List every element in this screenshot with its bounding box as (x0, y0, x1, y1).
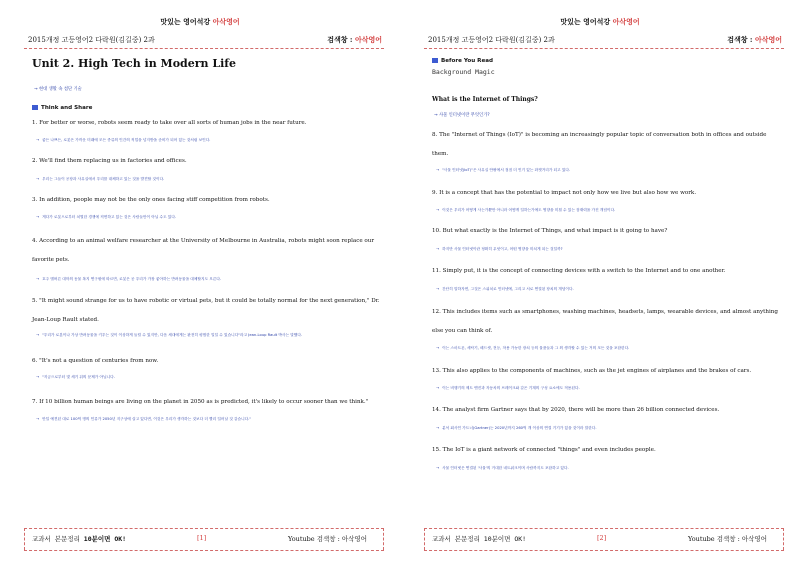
page-number: [1] (197, 534, 207, 542)
footer-border-left (24, 528, 25, 550)
unit-title: Unit 2. High Tech in Modern Life (32, 57, 237, 70)
brand-header (10, 17, 390, 27)
brand-prefix: 맛있는 영어석강 (160, 17, 211, 26)
question-tag: → 사물 인터넷이란 무엇인가? (434, 113, 490, 118)
question-heading: What is the Internet of Things? (432, 96, 538, 103)
section-subheading: Background Magic (432, 68, 495, 76)
sentence-kr: → "사물 인터넷(IoT)"은 사무실 안팎에서 점점 더 인기 있는 화젯거리가 되고 있다. (436, 168, 571, 172)
left-page (10, 0, 390, 566)
sentence-en: 8. The "Internet of Things (IoT)" is becoming an increasingly popular topic of conversation both in offices and outside them. (432, 132, 767, 157)
footer-strong: 10분이면 OK! (83, 535, 127, 543)
header-divider (24, 48, 384, 49)
search-label-text: 검색창 : (327, 35, 353, 44)
brand-prefix: 맛있는 영어석강 (560, 17, 611, 26)
sentence-kr: → 우리는 그들이 공장과 사무실에서 우리를 대체하고 있는 것을 발견할 것이다. (36, 177, 165, 181)
brand-header (410, 17, 790, 27)
footer-prefix: 교과서 본문정리 (32, 535, 84, 543)
sentence-kr: → 사물 인터넷은 연결된 '사물'의 거대한 네트워크이며 사람까지도 포함하고 있다. (436, 466, 569, 470)
sentence-en: 13. This also applies to the components of machines, such as the jet engines of airplanes and the brakes of cars. (432, 368, 752, 374)
search-label-accent: 아삭영어 (754, 35, 782, 44)
search-label (727, 35, 782, 45)
sentence-en: 2. We'll find them replacing us in factories and offices. (32, 158, 187, 164)
search-label (327, 35, 382, 45)
sentence-kr: → 호주 멜버른 대학의 동물 복지 연구원에 따르면, 로봇은 곧 우리가 가장 좋아하는 반려동물을 대체할지도 모른다. (36, 277, 222, 281)
section-bullet-icon (32, 105, 38, 110)
sentence-en: 9. It is a concept that has the potential to impact not only how we live but also how we work. (432, 190, 697, 196)
footer-border-right (783, 528, 784, 550)
footer-strong: 10분이면 OK! (483, 535, 527, 543)
section-heading (432, 58, 493, 64)
sentence-en: 3. In addition, people may not be the only ones facing stiff competition from robots. (32, 197, 270, 203)
sentence-kr: → "우리가 로봇이나 가상 반려동물을 키우는 것이 이상하게 들릴 수 있지만, 다음 세대에게는 완전히 평범한 일일 수 있습니다"라고 Jean-Loup Rault 박사는 말했다. (36, 333, 303, 337)
brand-accent: 아삭영어 (212, 17, 240, 26)
sentence-kr: → "지금으로부터 몇 세기 뒤의 문제가 아닙니다. (36, 375, 115, 379)
sentence-en: 14. The analyst firm Gartner says that by 2020, there will be more than 26 billion connected devices. (432, 407, 720, 413)
search-label-text: 검색창 : (727, 35, 753, 44)
footer-slogan (32, 534, 126, 543)
sentence-en: 10. But what exactly is the Internet of Things, and what impact is it going to have? (432, 228, 668, 234)
sentence-en: 4. According to an animal welfare researcher at the University of Melbourne in Australia, robots might soon replace our favorite pets. (32, 238, 375, 263)
sentence-kr: → 이는 스마트폰, 세탁기, 헤드셋, 전등, 착용 가능한 장치 등의 물품들과 그 외 생각할 수 있는 거의 모든 것을 포함한다. (436, 346, 630, 350)
footer-border-right (383, 528, 384, 550)
section-heading (32, 105, 92, 111)
section-bullet-icon (432, 58, 438, 63)
search-label-accent: 아삭영어 (354, 35, 382, 44)
sentence-en: 5. "It might sound strange for us to have robotic or virtual pets, but it could be totally normal for the next generation," Dr. Jean-Loup Rault stated. (32, 298, 380, 323)
course-title: 2015개정 고등영어2 다락원(김길중) 2과 (428, 36, 555, 44)
sentence-kr: → 만일 예견된 대로 100억 명의 인류가 2050년 지구상에 살고 있다면, 이것은 우리가 생각하는 것보다 더 빨리 일어날 것 같습니다." (36, 417, 252, 421)
footer-border-bottom (424, 550, 784, 551)
sentence-en: 15. The IoT is a giant network of connected "things" and even includes people. (432, 447, 656, 453)
sentence-kr: → 게다가 로봇으로부터 치열한 경쟁에 직면하고 있는 것은 사람들만이 아닐 수도 있다. (36, 215, 177, 219)
course-title: 2015개정 고등영어2 다락원(김길중) 2과 (28, 36, 155, 44)
sentence-kr: → 분석 회사인 가트너(Gartner)는 2020년까지 260억 개 이상의 연결 기기가 있을 것이라 말한다. (436, 426, 597, 430)
section-heading-text: Before You Read (441, 58, 494, 64)
footer-border-top (424, 528, 784, 529)
header-divider (424, 48, 784, 49)
page-number: [2] (597, 534, 607, 542)
section-heading-text: Think and Share (41, 105, 93, 111)
footer-slogan (432, 534, 526, 543)
sentence-en: 6. "It's not a question of centuries from now. (32, 358, 159, 364)
sentence-kr: → 좋든 나쁘든, 로봇은 가까운 미래에 모든 종류의 인간의 직업을 넘겨받을 준비가 되어 있는 것처럼 보인다. (36, 138, 211, 142)
footer-border-bottom (24, 550, 384, 551)
unit-tag: → 현대 생활 속 첨단 기술 (34, 87, 82, 92)
sentence-en: 1. For better or worse, robots seem ready to take over all sorts of human jobs in the near future. (32, 120, 307, 126)
footer-border-top (24, 528, 384, 529)
brand-accent: 아삭영어 (612, 17, 640, 26)
page-header (428, 35, 782, 47)
sentence-kr: → 이것은 우리가 어떻게 사는가뿐만 아니라 어떻게 일하는가에도 영향을 미칠 수 있는 잠재력을 가진 개념이다. (436, 208, 616, 212)
sentence-en: 7. If 10 billion human beings are living on the planet in 2050 as is predicted, it's likely to occur sooner than we think." (32, 399, 369, 405)
sentence-kr: → 간단히 말하자면, 그것은 스위치로 인터넷에, 그리고 서로 연결된 장치의 개념이다. (436, 287, 574, 291)
footer-border-left (424, 528, 425, 550)
right-page (410, 0, 790, 566)
page-header (28, 35, 382, 47)
sentence-kr: → 하지만 사물 인터넷이란 정확히 무엇이고, 어떤 영향을 미치게 되는 것일까? (436, 247, 563, 251)
footer-prefix: 교과서 본문정리 (432, 535, 484, 543)
sentence-en: 12. This includes items such as smartphones, washing machines, headsets, lamps, wearable devices, and almost anything else you can think of. (432, 309, 778, 334)
footer-youtube: Youtube 검색창 : 아삭영어 (688, 535, 767, 543)
footer-youtube: Youtube 검색창 : 아삭영어 (288, 535, 367, 543)
sentence-kr: → 이는 비행기의 제트 엔진과 자동차의 브레이크와 같은 기계의 구성 요소에도 적용된다. (436, 386, 580, 390)
sentence-en: 11. Simply put, it is the concept of connecting devices with a switch to the Internet and to one another. (432, 268, 726, 274)
